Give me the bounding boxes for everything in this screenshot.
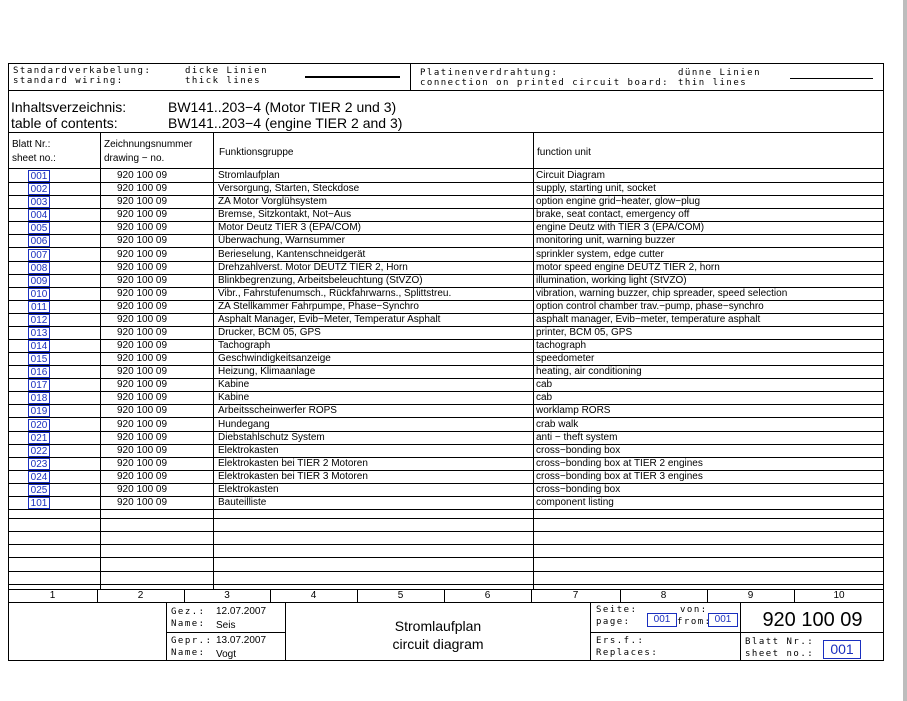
function-unit-cell: anti − theft system xyxy=(536,431,618,443)
table-row xyxy=(9,497,883,510)
table-row xyxy=(9,458,883,471)
empty-row-rule xyxy=(8,571,884,572)
table-row xyxy=(9,249,883,262)
checked-name-label: Name: xyxy=(171,648,206,658)
sheet-number-link[interactable]: 007 xyxy=(28,249,50,261)
pcb-wiring-label-de: Platinenverdrahtung: xyxy=(420,68,559,78)
function-unit-cell: component listing xyxy=(536,497,614,508)
table-row xyxy=(9,327,883,340)
sheet-number-link[interactable]: 001 xyxy=(28,170,50,182)
drawing-number-cell: 920 100 09 xyxy=(117,353,168,365)
drawing-number-cell: 920 100 09 xyxy=(117,405,168,417)
function-group-cell: Hundegang xyxy=(218,418,270,430)
drawing-number-cell: 920 100 09 xyxy=(117,327,168,338)
function-unit-cell: Circuit Diagram xyxy=(536,170,605,181)
drawing-number-cell: 920 100 09 xyxy=(117,170,168,181)
drawing-header-de: Zeichnungsnummer xyxy=(104,139,193,150)
table-row xyxy=(9,222,883,235)
checked-date: 13.07.2007 xyxy=(216,635,267,646)
drawing-number-cell: 920 100 09 xyxy=(117,261,168,273)
replaces-label-de: Ers.f.: xyxy=(596,636,645,646)
function-group-cell: Bauteilliste xyxy=(218,497,267,508)
drawing-number-cell: 920 100 09 xyxy=(117,274,168,286)
table-row xyxy=(9,445,883,458)
function-group-cell: Kabine xyxy=(218,379,250,391)
function-unit-cell: illumination, working light (StVZO) xyxy=(536,274,687,286)
sheet-number-link[interactable]: 022 xyxy=(28,445,50,457)
function-group-cell: Heizung, Klimaanlage xyxy=(218,366,316,378)
function-unit-cell: sprinkler system, edge cutter xyxy=(536,248,664,260)
sheet-number-link[interactable]: 012 xyxy=(28,314,50,326)
tb-divider-5 xyxy=(740,632,741,661)
sheet-number-link[interactable]: 023 xyxy=(28,458,50,470)
function-group-cell: Motor Deutz TIER 3 (EPA/COM) xyxy=(218,222,361,234)
function-unit-cell: cross−bonding box xyxy=(536,444,621,456)
drawing-number-cell: 920 100 09 xyxy=(117,392,168,404)
checked-name: Vogt xyxy=(216,649,237,660)
table-row xyxy=(9,471,883,484)
toc-label-en: table of contents: xyxy=(11,115,118,131)
table-row xyxy=(9,379,883,392)
function-group-cell: Elektrokasten xyxy=(218,444,279,456)
function-group-cell: ZA Motor Vorglühsystem xyxy=(218,196,327,208)
function-unit-cell: cab xyxy=(536,392,553,404)
sheet-number-link[interactable]: 016 xyxy=(28,366,50,378)
table-row xyxy=(9,288,883,301)
column-number: 1 xyxy=(49,590,56,601)
column-number-divider xyxy=(97,589,98,602)
sheet-number-link[interactable]: 008 xyxy=(28,262,50,274)
drawing-number-cell: 920 100 09 xyxy=(117,470,168,482)
drawing-number-cell: 920 100 09 xyxy=(117,209,168,221)
function-group-cell: Blinkbegrenzung, Arbeitsbeleuchtung (StVZO) xyxy=(218,274,423,286)
function-group-cell: Bremse, Sitzkontakt, Not−Aus xyxy=(218,209,352,221)
drawing-number-cell: 920 100 09 xyxy=(117,379,168,391)
function-unit-cell: cross−bonding box at TIER 3 engines xyxy=(536,470,703,482)
sheet-number-link[interactable]: 005 xyxy=(28,222,50,234)
column-number-divider xyxy=(794,589,795,602)
column-number-divider xyxy=(531,589,532,602)
drawn-date: 12.07.2007 xyxy=(216,606,267,617)
drawn-name-label: Name: xyxy=(171,619,206,629)
sheet-number-link[interactable]: 004 xyxy=(28,209,50,221)
function-unit-cell: motor speed engine DEUTZ TIER 2, horn xyxy=(536,261,720,273)
drawing-number: 920 100 09 xyxy=(762,609,863,631)
sheet-number-link[interactable]: 018 xyxy=(28,392,50,404)
window-edge xyxy=(903,0,907,701)
column-number: 5 xyxy=(397,590,404,601)
drawing-number-cell: 920 100 09 xyxy=(117,287,168,299)
column-number: 9 xyxy=(747,590,754,601)
column-number: 4 xyxy=(310,590,317,601)
sheet-number-link[interactable]: 020 xyxy=(28,419,50,431)
function-unit-cell: cross−bonding box at TIER 2 engines xyxy=(536,457,703,469)
empty-row-rule xyxy=(8,544,884,545)
sheet-number-box: 001 xyxy=(823,640,861,659)
table-row xyxy=(9,353,883,366)
function-group-cell: Geschwindigkeitsanzeige xyxy=(218,353,331,365)
page-label-de: Seite: xyxy=(596,605,638,615)
toc-value-de: BW141..203−4 (Motor TIER 2 und 3) xyxy=(168,99,397,115)
drawing-number-cell: 920 100 09 xyxy=(117,196,168,208)
column-number-divider xyxy=(184,589,185,602)
function-unit-cell: engine Deutz with TIER 3 (EPA/COM) xyxy=(536,222,705,234)
group-header: Funktionsgruppe xyxy=(219,147,294,158)
table-row xyxy=(9,432,883,445)
drawing-number-cell: 920 100 09 xyxy=(117,366,168,378)
page-label-en: page: xyxy=(596,617,631,627)
sheet-number-link[interactable]: 013 xyxy=(28,327,50,339)
function-group-cell: Asphalt Manager, Evib−Meter, Temperatur Asphalt xyxy=(218,313,441,325)
column-number: 3 xyxy=(224,590,230,601)
column-number-divider xyxy=(357,589,358,602)
sheet-number-link[interactable]: 014 xyxy=(28,340,50,352)
function-unit-cell: brake, seat contact, emergency off xyxy=(536,209,690,221)
sheet-header-de: Blatt Nr.: xyxy=(12,139,51,150)
drawing-number-cell: 920 100 09 xyxy=(117,497,168,508)
pcb-wiring-value-de: dünne Linien xyxy=(678,68,762,78)
function-unit-cell: speedometer xyxy=(536,353,595,365)
sheet-number-link[interactable]: 021 xyxy=(28,432,50,444)
function-unit-cell: printer, BCM 05, GPS xyxy=(536,327,633,338)
row-rule xyxy=(9,509,883,510)
checked-label: Gepr.: xyxy=(171,636,213,646)
sheet-number-link[interactable]: 003 xyxy=(28,196,50,208)
function-unit-cell: asphalt manager, Evib−meter, temperature asphalt xyxy=(536,313,761,325)
function-unit-cell: monitoring unit, warning buzzer xyxy=(536,235,675,247)
function-unit-cell: vibration, warning buzzer, chip spreader, speed selection xyxy=(536,287,788,299)
table-row xyxy=(9,262,883,275)
toc-label-de: Inhaltsverzeichnis: xyxy=(11,99,127,115)
sheet-number-link[interactable]: 009 xyxy=(28,275,50,287)
drawing-number-cell: 920 100 09 xyxy=(117,431,168,443)
function-group-cell: Diebstahlschutz System xyxy=(218,431,325,443)
table-row xyxy=(9,366,883,379)
drawing-number-cell: 920 100 09 xyxy=(117,340,168,351)
sheet-number-link[interactable]: 015 xyxy=(28,353,50,365)
function-group-cell: Versorgung, Starten, Steckdose xyxy=(218,183,360,195)
replaces-label-en: Replaces: xyxy=(596,648,659,658)
column-number: 8 xyxy=(660,590,667,601)
standard-wiring-value-de: dicke Linien xyxy=(185,66,269,76)
drawing-number-cell: 920 100 09 xyxy=(117,222,168,234)
drawing-number-cell: 920 100 09 xyxy=(117,457,168,469)
column-number-divider xyxy=(620,589,621,602)
table-row xyxy=(9,419,883,432)
drawing-number-cell: 920 100 09 xyxy=(117,444,168,456)
page-total-box: 001 xyxy=(708,613,738,627)
standard-wiring-value-en: thick lines xyxy=(185,76,262,86)
column-number-divider xyxy=(707,589,708,602)
sheet-number-label-en: sheet no.: xyxy=(745,649,815,659)
function-group-cell: Berieselung, Kantenschneidgerät xyxy=(218,248,366,260)
toc-bottom-rule xyxy=(8,132,884,133)
function-unit-cell: worklamp RORS xyxy=(536,405,611,417)
table-row xyxy=(9,275,883,288)
empty-row-rule xyxy=(8,518,884,519)
legend-bottom-rule xyxy=(8,90,884,91)
legend-divider xyxy=(410,63,411,90)
table-row xyxy=(9,314,883,327)
function-unit-cell: option engine grid−heater, glow−plug xyxy=(536,196,701,208)
sheet-number-link[interactable]: 006 xyxy=(28,235,50,247)
table-row xyxy=(9,170,883,183)
column-number: 10 xyxy=(833,590,845,601)
drawing-number-cell: 920 100 09 xyxy=(117,248,168,260)
column-number-divider xyxy=(444,589,445,602)
function-group-cell: Elektrokasten bei TIER 3 Motoren xyxy=(218,470,368,482)
function-group-cell: Vibr., Fahrstufenumsch., Rückfahrwarns., Splittstreu. xyxy=(218,287,452,299)
function-group-cell: Drucker, BCM 05, GPS xyxy=(218,327,321,338)
drawing-number-cell: 920 100 09 xyxy=(117,418,168,430)
function-group-cell: Stromlaufplan xyxy=(218,170,280,181)
pcb-wiring-value-en: thin lines xyxy=(678,78,748,88)
table-row xyxy=(9,340,883,353)
function-group-cell: Drehzahlverst. Motor DEUTZ TIER 2, Horn xyxy=(218,261,408,273)
title-en: circuit diagram xyxy=(392,636,484,652)
column-strip-bottom-rule xyxy=(8,602,884,603)
table-row xyxy=(9,235,883,248)
empty-row-rule xyxy=(8,584,884,585)
standard-wiring-label-de: Standardverkabelung: xyxy=(13,66,152,76)
function-group-cell: Tachograph xyxy=(218,340,271,351)
tb-rule-right xyxy=(590,632,884,633)
function-group-cell: Kabine xyxy=(218,392,250,404)
function-unit-cell: cross−bonding box xyxy=(536,483,621,495)
header-bottom-rule xyxy=(8,168,884,169)
table-row xyxy=(9,183,883,196)
drawn-name: Seis xyxy=(216,620,236,631)
empty-row-rule xyxy=(8,531,884,532)
sheet-number-link[interactable]: 002 xyxy=(28,183,50,195)
unit-header: function unit xyxy=(537,147,591,158)
table-row xyxy=(9,196,883,209)
table-row xyxy=(9,405,883,418)
thin-line-sample xyxy=(790,78,873,79)
column-number: 2 xyxy=(137,590,144,601)
drawing-number-cell: 920 100 09 xyxy=(117,183,168,195)
sheet-number-link[interactable]: 011 xyxy=(28,301,50,313)
from-label-en: from: xyxy=(677,617,712,627)
drawing-number-cell: 920 100 09 xyxy=(117,313,168,325)
function-unit-cell: cab xyxy=(536,379,553,391)
function-unit-cell: heating, air conditioning xyxy=(536,366,642,378)
title-de: Stromlaufplan xyxy=(394,618,482,634)
drawn-label: Gez.: xyxy=(171,607,206,617)
function-group-cell: Arbeitsscheinwerfer ROPS xyxy=(218,405,337,417)
table-row xyxy=(9,209,883,222)
drawing-number-cell: 920 100 09 xyxy=(117,300,168,312)
column-number: 6 xyxy=(484,590,491,601)
standard-wiring-label-en: standard wiring: xyxy=(13,76,124,86)
function-unit-cell: crab walk xyxy=(536,418,579,430)
column-number: 7 xyxy=(572,590,579,601)
function-unit-cell: tachograph xyxy=(536,340,587,351)
drawing-number-cell: 920 100 09 xyxy=(117,483,168,495)
table-row xyxy=(9,301,883,314)
function-unit-cell: option control chamber trav.−pump, phase−synchro xyxy=(536,300,764,312)
table-row xyxy=(9,484,883,497)
sheet-number-link[interactable]: 024 xyxy=(28,471,50,483)
toc-value-en: BW141..203−4 (engine TIER 2 and 3) xyxy=(168,115,403,131)
function-group-cell: ZA Stellkammer Fahrpumpe, Phase−Synchro xyxy=(218,300,419,312)
page-number-box: 001 xyxy=(647,613,677,627)
sheet-number-label-de: Blatt Nr.: xyxy=(745,637,815,647)
empty-row-rule xyxy=(8,557,884,558)
drawing-number-cell: 920 100 09 xyxy=(117,235,168,247)
sheet-number-link[interactable]: 017 xyxy=(28,379,50,391)
from-label-de: von: xyxy=(680,605,708,615)
tb-rule-left xyxy=(166,632,285,633)
column-number-divider xyxy=(270,589,271,602)
pcb-wiring-label-en: connection on printed circuit board: xyxy=(420,78,670,88)
function-group-cell: Überwachung, Warnsummer xyxy=(218,235,345,247)
table-row xyxy=(9,392,883,405)
sheet-number-link[interactable]: 010 xyxy=(28,288,50,300)
sheet-header-en: sheet no.: xyxy=(12,153,56,164)
sheet-number-link[interactable]: 025 xyxy=(28,484,50,496)
sheet-number-link[interactable]: 101 xyxy=(28,497,50,509)
function-unit-cell: supply, starting unit, socket xyxy=(536,183,656,195)
thick-line-sample xyxy=(305,76,400,78)
sheet-number-link[interactable]: 019 xyxy=(28,405,50,417)
function-group-cell: Elektrokasten bei TIER 2 Motoren xyxy=(218,457,368,469)
drawing-header-en: drawing − no. xyxy=(104,153,165,164)
function-group-cell: Elektrokasten xyxy=(218,483,279,495)
